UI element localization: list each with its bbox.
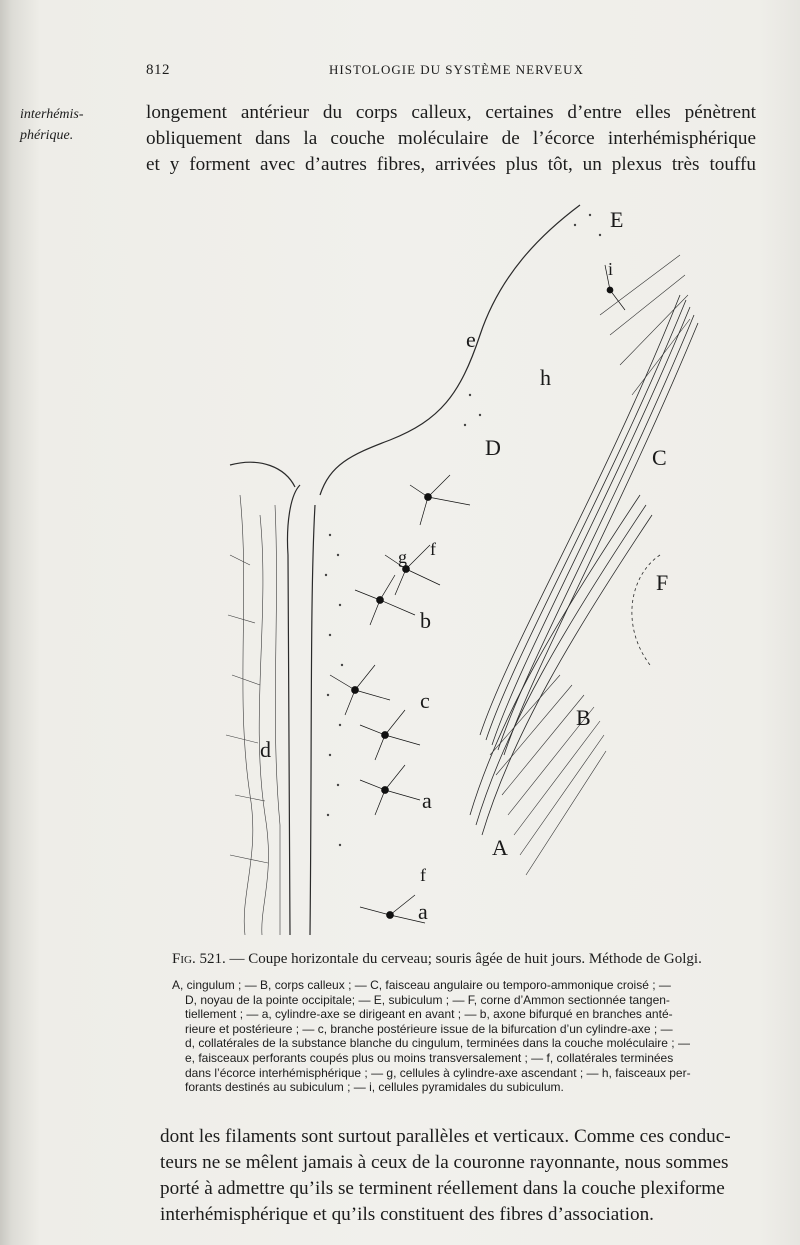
- legend-line: A, cingulum ; — B, corps calleux ; — C, faisceau angulaire ou temporo-ammonique croisé ; —: [172, 978, 671, 992]
- label-h: h: [540, 365, 551, 390]
- hatched-corpus-callosum: [490, 255, 690, 875]
- figure-caption-title: [172, 951, 772, 968]
- label-f-lower: f: [420, 865, 426, 885]
- label-i: i: [608, 259, 614, 279]
- legend-line: forants destinés au subiculum ; — i, cellules pyramidales du subiculum.: [185, 1080, 564, 1095]
- histology-figure: [180, 195, 720, 945]
- figure-illustration: [180, 195, 720, 945]
- label-F: F: [656, 570, 669, 595]
- label-f-upper: f: [430, 539, 436, 559]
- paragraph-line: longement antérieur du corps calleux, certaines d’entre elles pénètrent: [146, 102, 756, 123]
- running-title: HISTOLOGIE DU SYSTÈME NERVEUX: [329, 62, 584, 77]
- label-g: g: [398, 547, 407, 567]
- label-a-lower: a: [418, 899, 428, 924]
- label-A: A: [492, 835, 508, 860]
- label-d: d: [260, 737, 271, 762]
- legend-line: D, noyau de la pointe occipitale; — E, subiculum ; — F, corne d’Ammon sectionnée tangen-: [185, 992, 670, 1007]
- legend-line: tiellement ; — a, cylindre-axe se dirigeant en avant ; — b, axone bifurqué en branches anté-: [185, 1007, 673, 1022]
- figure-labels: [260, 207, 668, 924]
- dotted-molecular-layer: [325, 214, 601, 846]
- paragraph-line: dont les filaments sont surtout parallèles et verticaux. Comme ces conduc-: [160, 1126, 731, 1147]
- label-B: B: [576, 705, 591, 730]
- label-c: c: [420, 688, 430, 713]
- neuron-cells: [330, 265, 625, 923]
- margin-note: [20, 104, 135, 146]
- figure-title: — Coupe horizontale du cerveau; souris âgée de huit jours. Méthode de Golgi.: [229, 951, 702, 967]
- paragraph-line: interhémisphérique et qu’ils constituent des fibres d’association.: [160, 1204, 654, 1225]
- margin-note-line: interhémis-: [20, 107, 84, 122]
- interhemispheric-cortex: [226, 495, 280, 935]
- legend-line: d, collatérales de la substance blanche du cingulum, terminées dans la couche moléculaire ; —: [185, 1036, 690, 1051]
- page-header: [146, 62, 786, 82]
- paragraph-line: et y forment avec d’autres fibres, arrivées plus tôt, un plexus très touffu: [146, 154, 756, 175]
- label-e: e: [466, 327, 476, 352]
- paragraph-bottom: [160, 1124, 760, 1228]
- label-a-upper: a: [422, 788, 432, 813]
- paragraph-line: obliquement dans la couche moléculaire de l’écorce interhémisphérique: [146, 128, 756, 149]
- label-D: D: [485, 435, 501, 460]
- callosum-fiber-bundle: [470, 295, 698, 835]
- legend-line: rieure et postérieure ; — c, branche postérieure issue de la bifurcation d’un cylindre-axe ; —: [185, 1021, 673, 1036]
- margin-note-line: phérique.: [20, 128, 74, 143]
- page-number: 812: [146, 62, 170, 78]
- label-b: b: [420, 608, 431, 633]
- figure-legend: [172, 978, 768, 1095]
- legend-line: dans l’écorce interhémisphérique ; — g, cellules à cylindre-axe ascendant ; — h, faisceaux per-: [185, 1065, 691, 1080]
- paragraph-line: teurs ne se mêlent jamais à ceux de la couronne rayonnante, nous sommes: [160, 1152, 729, 1173]
- label-E: E: [610, 207, 624, 232]
- paragraph-line: porté à admettre qu’ils se terminent réellement dans la couche plexiforme: [160, 1178, 725, 1199]
- label-C: C: [652, 445, 667, 470]
- paragraph-top: [146, 100, 756, 178]
- legend-line: e, faisceaux perforants coupés plus ou moins transversalement ; — f, collatérales terminées: [185, 1050, 674, 1065]
- figure-number: Fig. 521.: [172, 951, 226, 967]
